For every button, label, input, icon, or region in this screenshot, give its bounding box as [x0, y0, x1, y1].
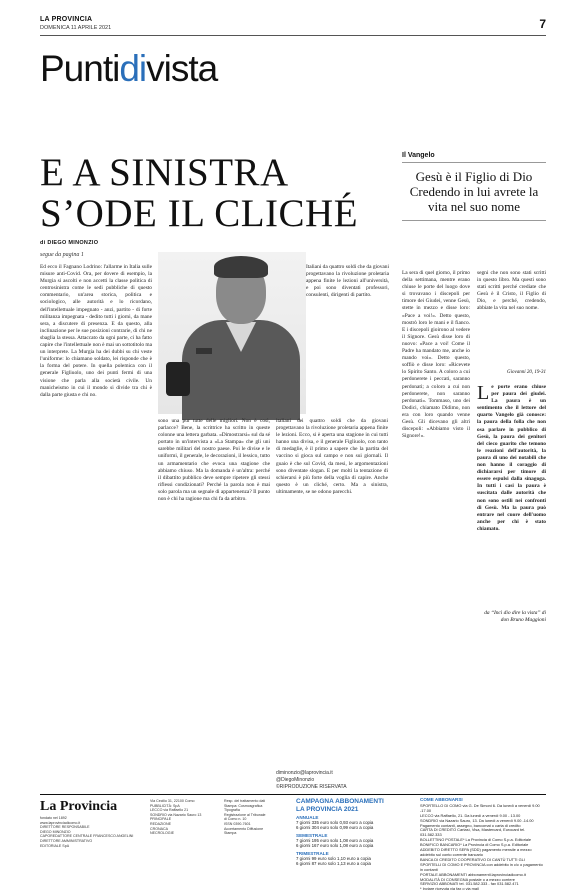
page-number: 7 [539, 17, 546, 31]
article-byline: di DIEGO MINONZIO [40, 240, 99, 246]
photo-figure-hair [214, 256, 268, 278]
semester-line-2: 6 giorni 167 euro solo 1,08 euro a copia [296, 843, 374, 849]
page-footer [40, 794, 546, 892]
page-header [40, 14, 546, 36]
section-word-1: Punti [40, 48, 120, 89]
subscription-campaign [296, 798, 416, 866]
article-col4-text: Italiani da quattro soldi che da giovani progettavano la rivoluzione proletaria appena finite le lezioni all'università, e poi sono diventati professori, consulenti, dirigenti di partito. [306, 264, 389, 299]
article-col1-text: Ed ecco il Fagnano Lodrino: l'allarme in Italia sulle misure anti-Covid. Ora, per dovere di esempio, la Murgia si ascolti e non accetti la classe politica di centrosinistra come le sedi pubbliche di questo commentario, un'area storica, politica e sociologico, alle autorità e lo ricordano, dell'intellettuale impegnato - anzi, partito - di forte militanza impegnata - dedito tutti i giorni, da mane sera, a discutere di presenza. E da questo, alla inclinazione per le sue posizioni contrarie, di chi ne sbaglia la stessa. Attaccato da ogni parte, ci ha fatto capire che l'intellettuale non è mai un sottotitolo ma un interprete. La Murgia ha dei dubbi su chi veste l'uniforme: lo chiamano soldato, lei risponde che è la forma del potere. In quella polemica con il generale Figliuolo, uno dei punti fermi di una visione che parla alla società civile. Un manicheismo in cui il mondo si divide tra chi è dalla parte giusta e chi no. [40, 264, 152, 398]
semester-heading: SEMESTRALE [296, 832, 328, 838]
vangelo-title[interactable]: Gesù è il Figlio di Dio Credendo in lui avrete la vita nel suo nome [402, 169, 546, 221]
article-column-1 [40, 264, 152, 769]
article-headline[interactable] [40, 152, 400, 234]
vangelo-commentary [477, 384, 546, 610]
article-col3-text: italiani dei quattro soldi che da giovani progettavano la rivoluzione proletaria appena finite le lezioni. Ecco, si è aperta una stagione in cui tutti hanno una divisa, e il generale Figliuolo, con tanto di medaglie, è il primo a sapere che la partita del vaccino si gioca sul campo e non sui giornali. Il guaio è che sul Covid, da mesi, le argomentazioni sono diventate slogan. E per molti la tentazione di schierarsi è più forte della voglia di capire. Anche questo è un cliché, certo. Ma a sinistra, ultimamente, se ne odono parecchi. [276, 418, 388, 495]
campaign-title-2: LA PROVINCIA 2021 [296, 805, 359, 813]
section-word-3: vista [146, 48, 218, 89]
article-column-2 [158, 418, 270, 768]
headline-line-2: S’ODE IL CLICHÉ [40, 192, 359, 235]
quarter-line-1: 7 giorni 99 euro solo 1,10 euro a copia [296, 855, 371, 861]
vangelo-commentary-text: e porte erano chiuse per paura dei giudei. La paura è un sentimento che il lettore del quarto Vangelo già conosce: la paura della folla che non osa parlare in pubblico di Gesù, la paura dei genitori del cieco guarito che temono le reazioni dell'autorità, la paura di uno dei notabili che non hanno il coraggio di dichiararsi per timore di essere espulsi dalla sinagoga. In tutti i casi la paura è suscitata dalle autorità che non sono ostili nei confronti di Gesù. Ma la paura può entrare nel cuore dell'uomo anche per chi è stato chiamato. [477, 384, 546, 532]
quarter-heading: TRIMESTRALE [296, 850, 329, 856]
headline-line-1: E A SINISTRA [40, 151, 289, 194]
article-photo[interactable] [158, 252, 306, 414]
article-column-3 [276, 418, 388, 768]
section-title [40, 50, 217, 87]
vangelo-text-2: segni che non sono stati scritti in questo libro. Ma questi sono stati scritti perché crediate che Gesù è il Cristo, il Figlio di Dio, e perché, credendo, abbiate la vita nel suo nome. [477, 270, 546, 312]
footer-offices: Via Cecilio 31, 22100 Como PUBBLICITÀ: SpA LECCO via Raffaello 21 SONDRIO via Nazario Sauro 13 PRINCIPALE REDAZIONE CRONACA NECROLOGIE [150, 799, 202, 836]
issue-date: DOMENICA 11 APRILE 2021 [40, 25, 112, 31]
annual-line-2: 6 giorni 304 euro solo 0,99 euro a copia [296, 825, 374, 831]
footer-masthead: fondato nel 1892 www.laprovinciadicomo.it DIRETTORE RESPONSABILE DIEGO MINONZIO CAPOREDATTORE CENTRALE FRANCESCO ANGELINI DIRETTORE AMMINISTRATIVO EDITORIALE SpA [40, 816, 134, 848]
author-contacts: diminonzio@laprovincia.it @DiegoMinonzio ©RIPRODUZIONE RISERVATA [276, 770, 347, 790]
vangelo-signature: da “Incì dìo dire la vista” di don Bruno Maggioni [484, 610, 546, 624]
vangelo-reference: Giovanni 20, 19-31 [506, 370, 546, 375]
semester-line-1: 7 giorni 195 euro solo 1,08 euro a copia [296, 837, 374, 843]
how-to-subscribe-text: SPORTELLO DI COMO via G. De Simoni 6. Da lunedì a venerdì 9.00 -17.00 LECCO via Raffaello, 21. Da lunedì a venerdì 9.00 - 13.00 SONDRIO via Nazario Sauro, 13. Da lunedì a venerdì 9.00 -14.00 Pagamento contanti, assegno, bancomat o carta di credito CARTA DI CREDITO Cartasì, Visa, Mastercard, Eurocard tel. 031.582.333 BOLLETTINO POSTALE* La Provincia di Como S.p.a. Editoriale BONIFICO BANCARIO* La Provincia di Como S.p.a. Editoriale ADDEBITO DIRETTO SEPA (SDD) pagamento mensile a mezzo addebito sul conto corrente bancario BANCA DI CREDITO COOPERATIVO DI CANTÙ TUTTI GLI SPORTELLI DI COMO E PROVINCIA con addebito in c/c o pagamento in contanti PORTALE ABBONAMENTI abbonamenti.laprovinciadicomo.it MODALITÀ DI CONSEGNA postale o a mezzo corriere SERVIZIO ABBONATI tel. 031.582.333 - fax 031.582.471 * Inviare ricevuta via fax o via mail [420, 802, 543, 892]
article-column-4 [306, 264, 389, 416]
photo-microphone [166, 362, 190, 396]
how-to-subscribe-title: COME ABBONARSI [420, 797, 463, 802]
vangelo-tag: Il Vangelo [402, 152, 546, 163]
footer-logo: La Provincia [40, 799, 118, 814]
how-to-subscribe [420, 798, 546, 892]
section-word-2: di [119, 48, 147, 89]
footer-legal: Resp. del trattamento dati Stampa: Cosmosgrafica Tipografia Registrazione al Tribunale di Como n. 10 ISSN 0390-7601 Accertamento Diffusione Stampa [224, 799, 266, 836]
annual-line-1: 7 giorni 335 euro solo 0,93 euro a copia [296, 820, 374, 825]
annual-heading: ANNUALE [296, 815, 319, 820]
article-col2-text: sono una pur tutte delle migliori. Non è così, parlacce? Bene, la scrittrice ha scritto in queste colonne una lettera garbata. «Dimostrarsi» sul da sé portato in un'intervista a «La Stampa» che gli uni sarebbe militari del nostro paese. Poi le divise e le uniformi, il generale, le decorazioni, il lessico, tutto un armamentario che evoca una stagione che abbiamo chiuso. Ma la domanda è un'altra: perché il dibattito pubblico deve sempre ripetere gli stessi riflessi condizionati? Perché la parola non è mai solo parola ma un segnale di appartenenza? Il punto non è chi ha ragione ma chi fa da arbitro. [158, 418, 270, 503]
photo-figure-badge [196, 348, 212, 354]
vangelo-text-1: La sera di quel giorno, il primo della settimana, mentre erano chiuse le porte del luogo dove si trovavano i discepoli per timore dei Giudei, venne Gesù, stette in mezzo e disse loro: «Pace a voi!». Detto questo, mostrò loro le mani e il fianco. E i discepoli gioirono al vedere il Signore. Gesù disse loro di nuovo: «Pace a voi! Come il Padre ha mandato me, anche io mando voi». Detto questo, soffiò e disse loro: «Ricevete lo Spirito Santo. A coloro a cui perdonerete i peccati, saranno perdonati; a coloro a cui non perdonerete, non saranno perdonati». Tommaso, uno dei Dodici, chiamato Dìdimo, non era con loro quando venne Gesù. Gli dicevano gli altri discepoli: «Abbiamo visto il Signore!». [402, 270, 470, 440]
campaign-title-1: CAMPAGNA ABBONAMENTI [296, 798, 384, 805]
newspaper-name: LA PROVINCIA [40, 16, 93, 23]
drop-cap: L [477, 382, 490, 404]
vangelo-box [402, 152, 546, 632]
continued-note: segue da pagina 1 [40, 252, 84, 258]
quarter-line-2: 6 giorni 87 euro solo 1,13 euro a copia [296, 861, 371, 867]
